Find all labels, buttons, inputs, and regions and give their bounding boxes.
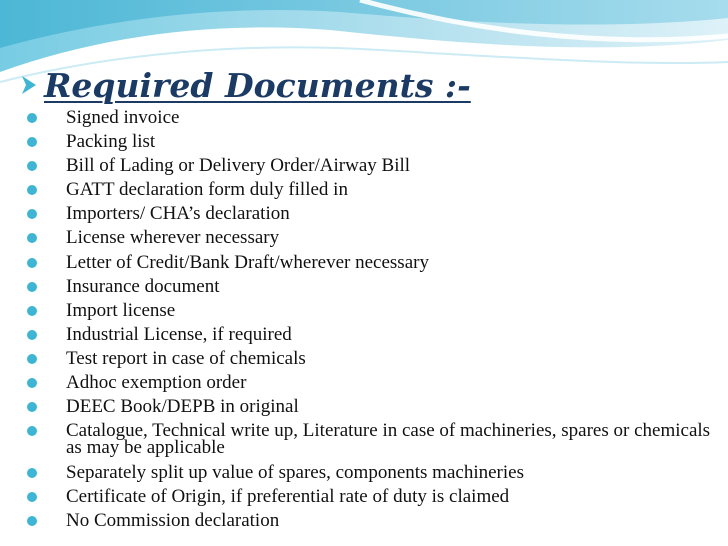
bullet-dot-icon	[27, 516, 37, 526]
list-item-text: Insurance document	[66, 275, 220, 297]
bullet-dot-icon	[27, 354, 37, 364]
bullet-dot-icon	[27, 402, 37, 412]
bullet-dot-icon	[27, 282, 37, 292]
list-item-text: No Commission declaration	[66, 509, 280, 531]
list-item	[18, 109, 718, 126]
list-item	[18, 372, 718, 394]
bullet-dot-icon	[27, 306, 37, 316]
bullet-dot-icon	[27, 258, 37, 268]
required-documents-list	[18, 109, 718, 536]
list-item-text: Import license	[66, 299, 176, 321]
list-item	[18, 227, 718, 249]
bullet-dot-icon	[27, 378, 37, 388]
slide-title-text: Required Documents :-	[44, 65, 471, 105]
list-item	[18, 461, 718, 483]
list-item-text: Adhoc exemption order	[66, 372, 247, 394]
list-item-text: License wherever necessary	[66, 227, 280, 249]
list-item	[18, 275, 718, 297]
list-item	[18, 485, 718, 507]
bullet-dot-icon	[27, 468, 37, 478]
bullet-dot-icon	[27, 209, 37, 219]
list-item	[18, 420, 718, 459]
list-item	[18, 131, 718, 153]
list-item	[18, 347, 718, 369]
list-item-text: Packing list	[66, 131, 156, 153]
bullet-dot-icon	[27, 330, 37, 340]
bullet-dot-icon	[27, 113, 37, 123]
list-item-text: Industrial License, if required	[66, 323, 292, 345]
bullet-dot-icon	[27, 426, 37, 436]
list-item-text: GATT declaration form duly filled in	[66, 179, 348, 201]
list-item-text: Test report in case of chemicals	[66, 347, 306, 369]
list-item	[18, 203, 718, 225]
list-item	[18, 396, 718, 418]
list-item	[18, 179, 718, 201]
list-item	[18, 251, 718, 273]
arrow-bullet-icon	[20, 73, 40, 97]
list-item	[18, 323, 718, 345]
list-item	[18, 509, 718, 531]
bullet-dot-icon	[27, 161, 37, 171]
list-item-text: Bill of Lading or Delivery Order/Airway Bill	[66, 155, 411, 177]
list-item-text: Catalogue, Technical write up, Literature in case of machineries, spares or chemicals as may be applicable	[66, 420, 711, 459]
bullet-dot-icon	[27, 233, 37, 243]
list-item-text: Signed invoice	[66, 107, 180, 128]
list-item-text: DEEC Book/DEPB in original	[66, 396, 299, 418]
slide-title	[20, 62, 471, 108]
list-item-text: Certificate of Origin, if preferential rate of duty is claimed	[66, 485, 510, 507]
list-item-text: Importers/ CHA’s declaration	[66, 203, 290, 225]
list-item-text: Letter of Credit/Bank Draft/wherever necessary	[66, 251, 429, 273]
bullet-dot-icon	[27, 185, 37, 195]
list-item	[18, 155, 718, 177]
bullet-dot-icon	[27, 137, 37, 147]
list-item	[18, 299, 718, 321]
list-item-text: Separately split up value of spares, components machineries	[66, 461, 524, 483]
bullet-dot-icon	[27, 492, 37, 502]
